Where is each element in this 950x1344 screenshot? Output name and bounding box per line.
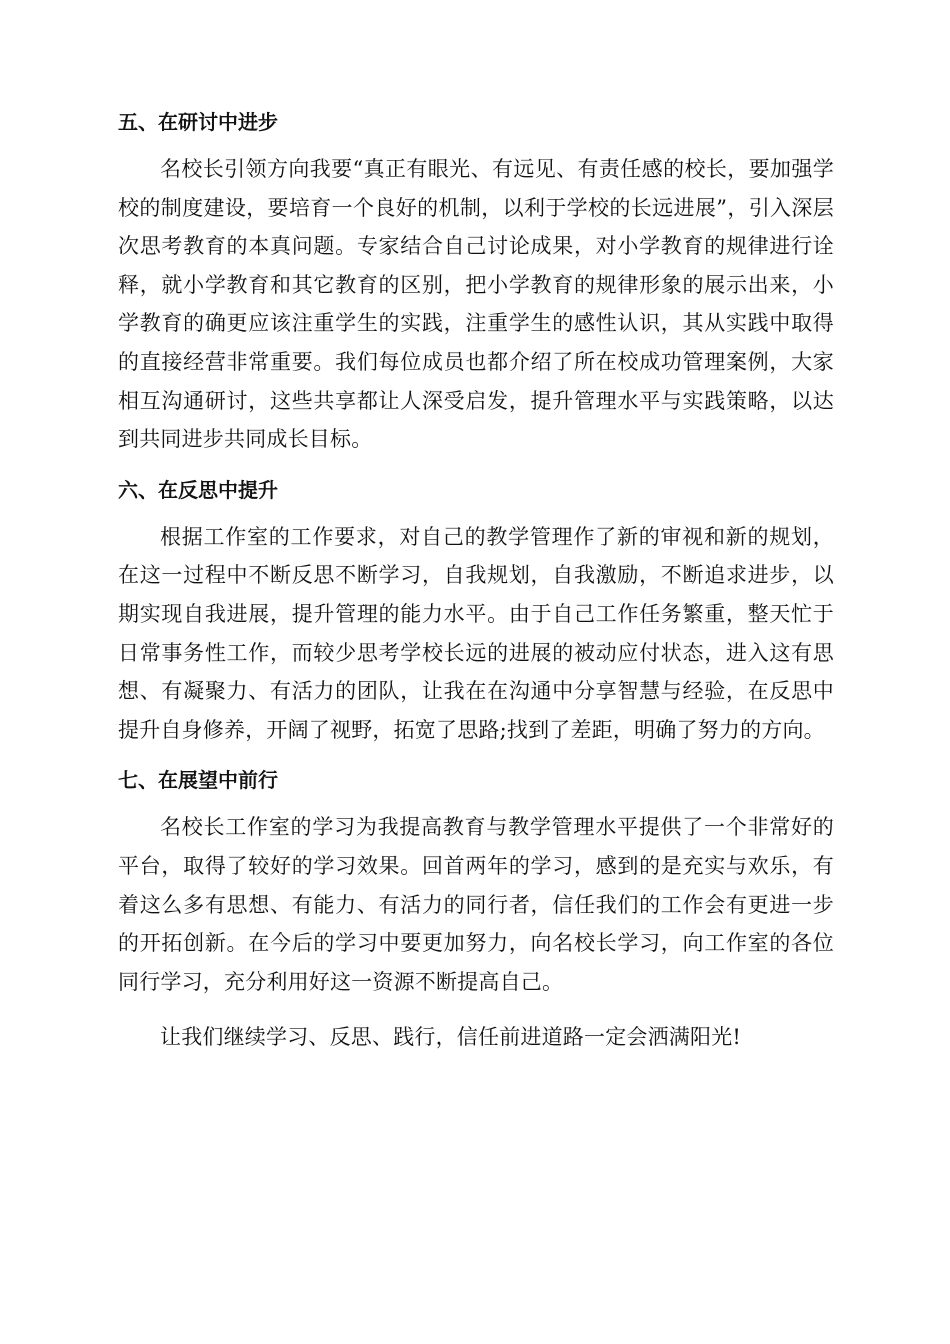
document-page xyxy=(118,108,834,1057)
section-heading: 六、在反思中提升 xyxy=(118,477,278,502)
section-paragraph: 名校长工作室的学习为我提高教育与教学管理水平提供了一个非常好的平台，取得了较好的学习效果。回首两年的学习，感到的是充实与欢乐，有着这么多有思想、有能力、有活力的同行者，信任我们的工作会有更进一步的开拓创新。在今后的学习中要更加努力，向名校长学习，向工作室的各位同行学习，充分利用好这一资源不断提高自己。 xyxy=(118,815,834,994)
section-heading: 五、在研讨中进步 xyxy=(118,110,278,134)
closing-paragraph: 让我们继续学习、反思、践行，信任前进道路一定会洒满阳光! xyxy=(160,1025,742,1050)
section-heading: 七、在展望中前行 xyxy=(118,768,278,793)
section-five xyxy=(118,108,834,459)
section-seven xyxy=(118,766,834,1001)
section-paragraph: 根据工作室的工作要求，对自己的教学管理作了新的审视和新的规划，在这一过程中不断反思不断学习，自我规划，自我激励，不断追求进步，以期实现自我进展，提升管理的能力水平。由于自己工作任务繁重，整天忙于日常事务性工作，而较少思考学校长远的进展的被动应付状态，进入这有思想、有凝聚力、有活力的团队，让我在在沟通中分享智慧与经验，在反思中提升自身修养，开阔了视野，拓宽了思路;找到了差距，明确了努力的方向。 xyxy=(118,524,834,742)
section-paragraph: 名校长引领方向我要“真正有眼光、有远见、有责任感的校长，要加强学校的制度建设，要培育一个良好的机制，以利于学校的长远进展”，引入深层次思考教育的本真问题。专家结合自己讨论成果，对小学教育的规律进行诠释，就小学教育和其它教育的区别，把小学教育的规律形象的展示出来，小学教育的确更应该注重学生的实践，注重学生的感性认识，其从实践中取得的直接经营非常重要。我们每位成员也都介绍了所在校成功管理案例，大家相互沟通研讨，这些共享都让人深受启发，提升管理水平与实践策略，以达到共同进步共同成长目标。 xyxy=(118,157,834,452)
section-six xyxy=(118,476,834,750)
